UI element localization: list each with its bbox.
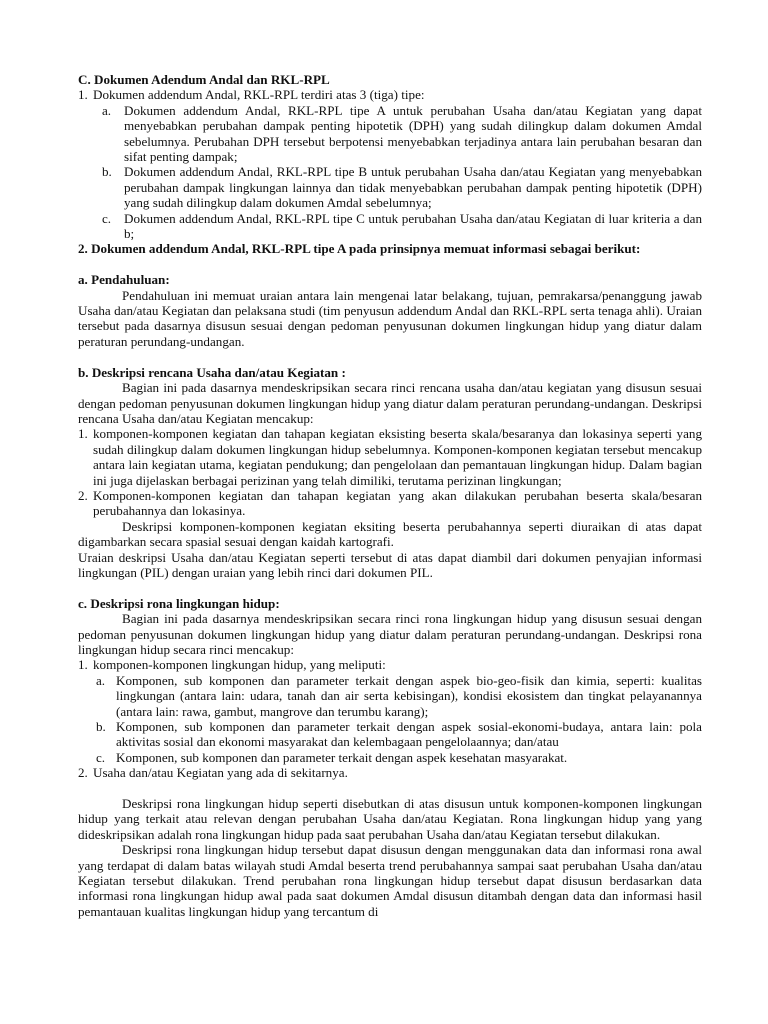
list-item-text: komponen-komponen lingkungan hidup, yang meliputi: bbox=[93, 657, 386, 673]
deskripsi-rona-para3: Deskripsi rona lingkungan hidup tersebut dapat disusun dengan menggunakan data dan informasi rona awal yang terdapat di dalam batas wilayah studi Amdal beserta trend perubahannya sampai saat perubahan Usaha dan/atau Kegiatan tersebut dilakukan. Trend perubahan rona lingkungan hidup tersebut dapat disusun berdasarkan data informasi rona lingkungan hidup awal pada saat dokumen Amdal disusun ditambah dengan data dan informasi hasil pemantauan kualitas lingkungan hidup yang tercantum di bbox=[78, 842, 702, 919]
list-marker: a. bbox=[102, 102, 112, 118]
list-item-text: Komponen-komponen kegiatan dan tahapan kegiatan yang akan dilakukan perubahan beserta skala/besaran perubahannya dan lokasinya. bbox=[93, 487, 702, 519]
list-marker: 2. bbox=[78, 487, 88, 503]
list-marker: 1. bbox=[78, 657, 88, 673]
list-marker: c. bbox=[96, 749, 106, 765]
list-item bbox=[78, 488, 702, 519]
list-item bbox=[78, 164, 702, 210]
deskripsi-rencana-heading: b. Deskripsi rencana Usaha dan/atau Kegiatan : bbox=[78, 364, 346, 380]
list-subitem bbox=[78, 719, 702, 750]
list-marker: 1. bbox=[78, 426, 88, 442]
list-item bbox=[78, 211, 702, 242]
list-item bbox=[78, 103, 702, 165]
deskripsi-rona-para2: Deskripsi rona lingkungan hidup seperti disebutkan di atas disusun untuk komponen-komponen lingkungan hidup yang terkait atau relevan dengan perubahan Usaha dan/atau Kegiatan. Rona lingkungan hidup yang yang dideskripsikan adalah rona lingkungan hidup pada saat perubahan Usaha dan/atau Kegiatan tersebut dilakukan. bbox=[78, 796, 702, 842]
list-item-text: Dokumen addendum Andal, RKL-RPL tipe A untuk perubahan Usaha dan/atau Kegiatan yang dapat menyebabkan perubahan dampak penting hipotetik (DPH) yang sudah dilingkup dalam dokumen Amdal sebelumnya. Perubahan DPH tersebut berpotensi menyebabkan terjadinya antara lain perubahan besaran dan sifat penting dampak; bbox=[124, 102, 702, 165]
list-item-text: Dokumen addendum Andal, RKL-RPL tipe C untuk perubahan Usaha dan/atau Kegiatan di luar kriteria a dan b; bbox=[124, 210, 702, 242]
list-item-text: komponen-komponen kegiatan dan tahapan kegiatan eksisting beserta skala/besaranya dan lokasinya seperti yang sudah dilingkup dalam dokumen lingkungan hidup sebelumnya. Komponen-komponen kegiatan tersebut mencakup antara lain kegiatan utama, kegiatan pendukung; dan pengelolaan dan pemantauan lingkungan hidup. Dalam bagian ini juga dijelaskan berbagai perizinan yang telah dimiliki, terutama perizinan lingkungan; bbox=[93, 426, 702, 488]
spacer bbox=[78, 257, 702, 272]
list-item-text: Usaha dan/atau Kegiatan yang ada di sekitarnya. bbox=[93, 765, 348, 781]
spacer bbox=[78, 781, 702, 796]
list-marker: c. bbox=[102, 210, 112, 226]
deskripsi-rencana-para2: Deskripsi komponen-komponen kegiatan eksiting beserta perubahannya seperti diuraikan di atas dapat digambarkan secara spasial sesuai dengan kaidah kartografi. bbox=[78, 518, 702, 550]
list-item-text: Komponen, sub komponen dan parameter terkait dengan aspek sosial-ekonomi-budaya, antara lain: pola aktivitas sosial dan ekonomi masyarakat dan kelembagaan pengelolaannya; dan/atau bbox=[116, 719, 702, 750]
list-subitem bbox=[78, 750, 702, 765]
deskripsi-rona-heading: c. Deskripsi rona lingkungan hidup: bbox=[78, 595, 280, 611]
pendahuluan-text: Pendahuluan ini memuat uraian antara lain mengenai latar belakang, tujuan, pemrakarsa/penanggung jawab Usaha dan/atau Kegiatan dan pelaksana studi (tim penyusun addendum Andal dan RKL-RPL serta tenaga ahli). Uraian tersebut pada dasarnya disusun sesuai dengan pedoman penyusunan dokumen lingkungan hidup yang diatur dalam peraturan perundang-undangan. bbox=[78, 287, 702, 349]
deskripsi-rona-text: Bagian ini pada dasarnya mendeskripsikan secara rinci rona lingkungan hidup yang disusun sesuai dengan pedoman penyusunan dokumen lingkungan hidup yang diatur dalam peraturan perundang-undangan. Deskripsi rona lingkungan hidup secara rinci mencakup: bbox=[78, 611, 702, 657]
deskripsi-rencana-text: Bagian ini pada dasarnya mendeskripsikan secara rinci rencana usaha dan/atau kegiatan yang disusun sesuai dengan pedoman penyusunan dokumen lingkungan hidup yang diatur dalam peraturan perundang-undangan. Deskripsi rencana Usaha dan/atau Kegiatan mencakup: bbox=[78, 380, 702, 426]
pendahuluan-heading: a. Pendahuluan: bbox=[78, 272, 170, 288]
list-marker: 2. bbox=[78, 765, 88, 781]
intro-text: Dokumen addendum Andal, RKL-RPL terdiri atas 3 (tiga) tipe: bbox=[93, 87, 425, 103]
list-marker: 1. bbox=[78, 87, 88, 103]
list-item-text: Komponen, sub komponen dan parameter terkait dengan aspek kesehatan masyarakat. bbox=[116, 749, 568, 765]
section-c-title: C. Dokumen Adendum Andal dan RKL-RPL bbox=[78, 72, 330, 87]
intro-item bbox=[78, 87, 702, 102]
list-item bbox=[78, 765, 702, 780]
list-marker: b. bbox=[102, 164, 112, 180]
list-item-text: Komponen, sub komponen dan parameter terkait dengan aspek bio-geo-fisik dan kimia, seperti: kualitas lingkungan (antara lain: udara, tanah dan air serta kebisingan), kondisi ekosistem dan tingkat pelayanannya (antara lain: rawa, gambut, mangrove dan terumbu karang); bbox=[116, 672, 702, 719]
list-item bbox=[78, 657, 702, 672]
list-subitem bbox=[78, 673, 702, 719]
list-marker: b. bbox=[96, 719, 106, 735]
point2-heading: 2. Dokumen addendum Andal, RKL-RPL tipe A pada prinsipnya memuat informasi sebagai berikut: bbox=[78, 241, 641, 257]
deskripsi-rencana-para3: Uraian deskripsi Usaha dan/atau Kegiatan seperti tersebut di atas dapat diambil dari dokumen penyajian informasi lingkungan (PIL) dengan uraian yang lebih rinci dari dokumen PIL. bbox=[78, 549, 702, 580]
spacer bbox=[78, 349, 702, 364]
list-item-text: Dokumen addendum Andal, RKL-RPL tipe B untuk perubahan Usaha dan/atau Kegiatan yang menyebabkan perubahan dampak lingkungan lainnya dan tidak menyebabkan perubahan dampak penting hipotetik (DPH) yang sudah dilingkup dalam dokumen Amdal sebelumnya; bbox=[124, 164, 702, 211]
list-item bbox=[78, 426, 702, 488]
spacer bbox=[78, 580, 702, 595]
list-marker: a. bbox=[96, 672, 106, 688]
